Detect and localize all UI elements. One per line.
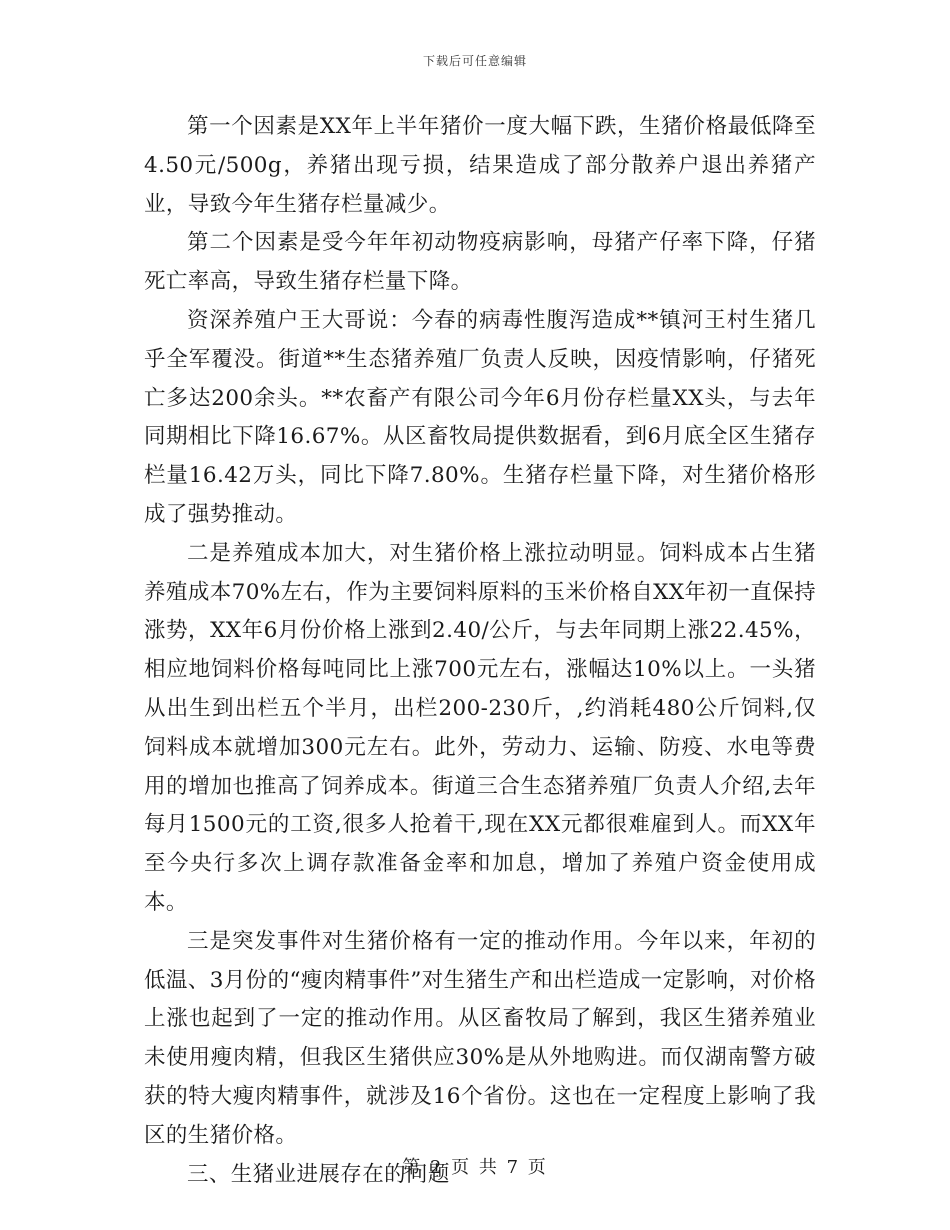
paragraph-cost-increase: 二是养殖成本加大，对生猪价格上涨拉动明显。饲料成本占生猪养殖成本70%左右，作为主要饲料原料的玉米价格自XX年初一直保持涨势，XX年6月份价格上涨到2.40/公斤，与去年同期上涨22.45%，相应地饲料价格每吨同比上涨700元左右，涨幅达10%以上。一头猪从出生到出栏五个半月，出栏200-230斤，,约消耗480公斤饲料,仅饲料成本就增加300元左右。此外，劳动力、运输、防疫、水电等费用的增加也推高了饲养成本。街道三合生态猪养殖厂负责人介绍,去年每月1500元的工资,很多人抢着干,现在XX元都很难雇到人。而XX年至今央行多次上调存款准备金率和加息，增加了养殖户资金使用成本。 [144,540,816,915]
document-body [144,108,816,1194]
paragraph-sudden-events: 三是突发事件对生猪价格有一定的推动作用。今年以来，年初的低温、3月份的“瘦肉精事件”对生猪生产和出栏造成一定影响，对价格上涨也起到了一定的推动作用。从区畜牧局了解到，我区生猪养殖业未使用瘦肉精，但我区生猪供应30%是从外地购进。而仅湖南警方破获的特大瘦肉精事件，就涉及16个省份。这也在一定程度上影响了我区的生猪价格。 [144,928,816,1148]
page-header-note: 下载后可任意编辑 [422,54,527,68]
paragraph-factor-two: 第二个因素是受今年年初动物疫病影响，母猪产仔率下降，仔猪死亡率高，导致生猪存栏量下降。 [144,230,816,295]
page-number-footer: 第 2 页 共 7 页 [402,1157,548,1178]
paragraph-factor-one: 第一个因素是XX年上半年猪价一度大幅下跌，生猪价格最低降至4.50元/500g，养猪出现亏损，结果造成了部分散养户退出养猪产业，导致今年生猪存栏量减少。 [144,114,816,217]
section-heading-problems: 三、生猪业进展存在的问题 [187,1161,450,1187]
paragraph-farmer-quote: 资深养殖户王大哥说：今春的病毒性腹泻造成**镇河王村生猪几乎全军覆没。街道**生态猪养殖厂负责人反映，因疫情影响，仔猪死亡多达200余头。**农畜产有限公司今年6月份存栏量XX头，与去年同期相比下降16.67%。从区畜牧局提供数据看，到6月底全区生猪存栏量16.42万头，同比下降7.80%。生猪存栏量下降，对生猪价格形成了强势推动。 [144,307,816,527]
